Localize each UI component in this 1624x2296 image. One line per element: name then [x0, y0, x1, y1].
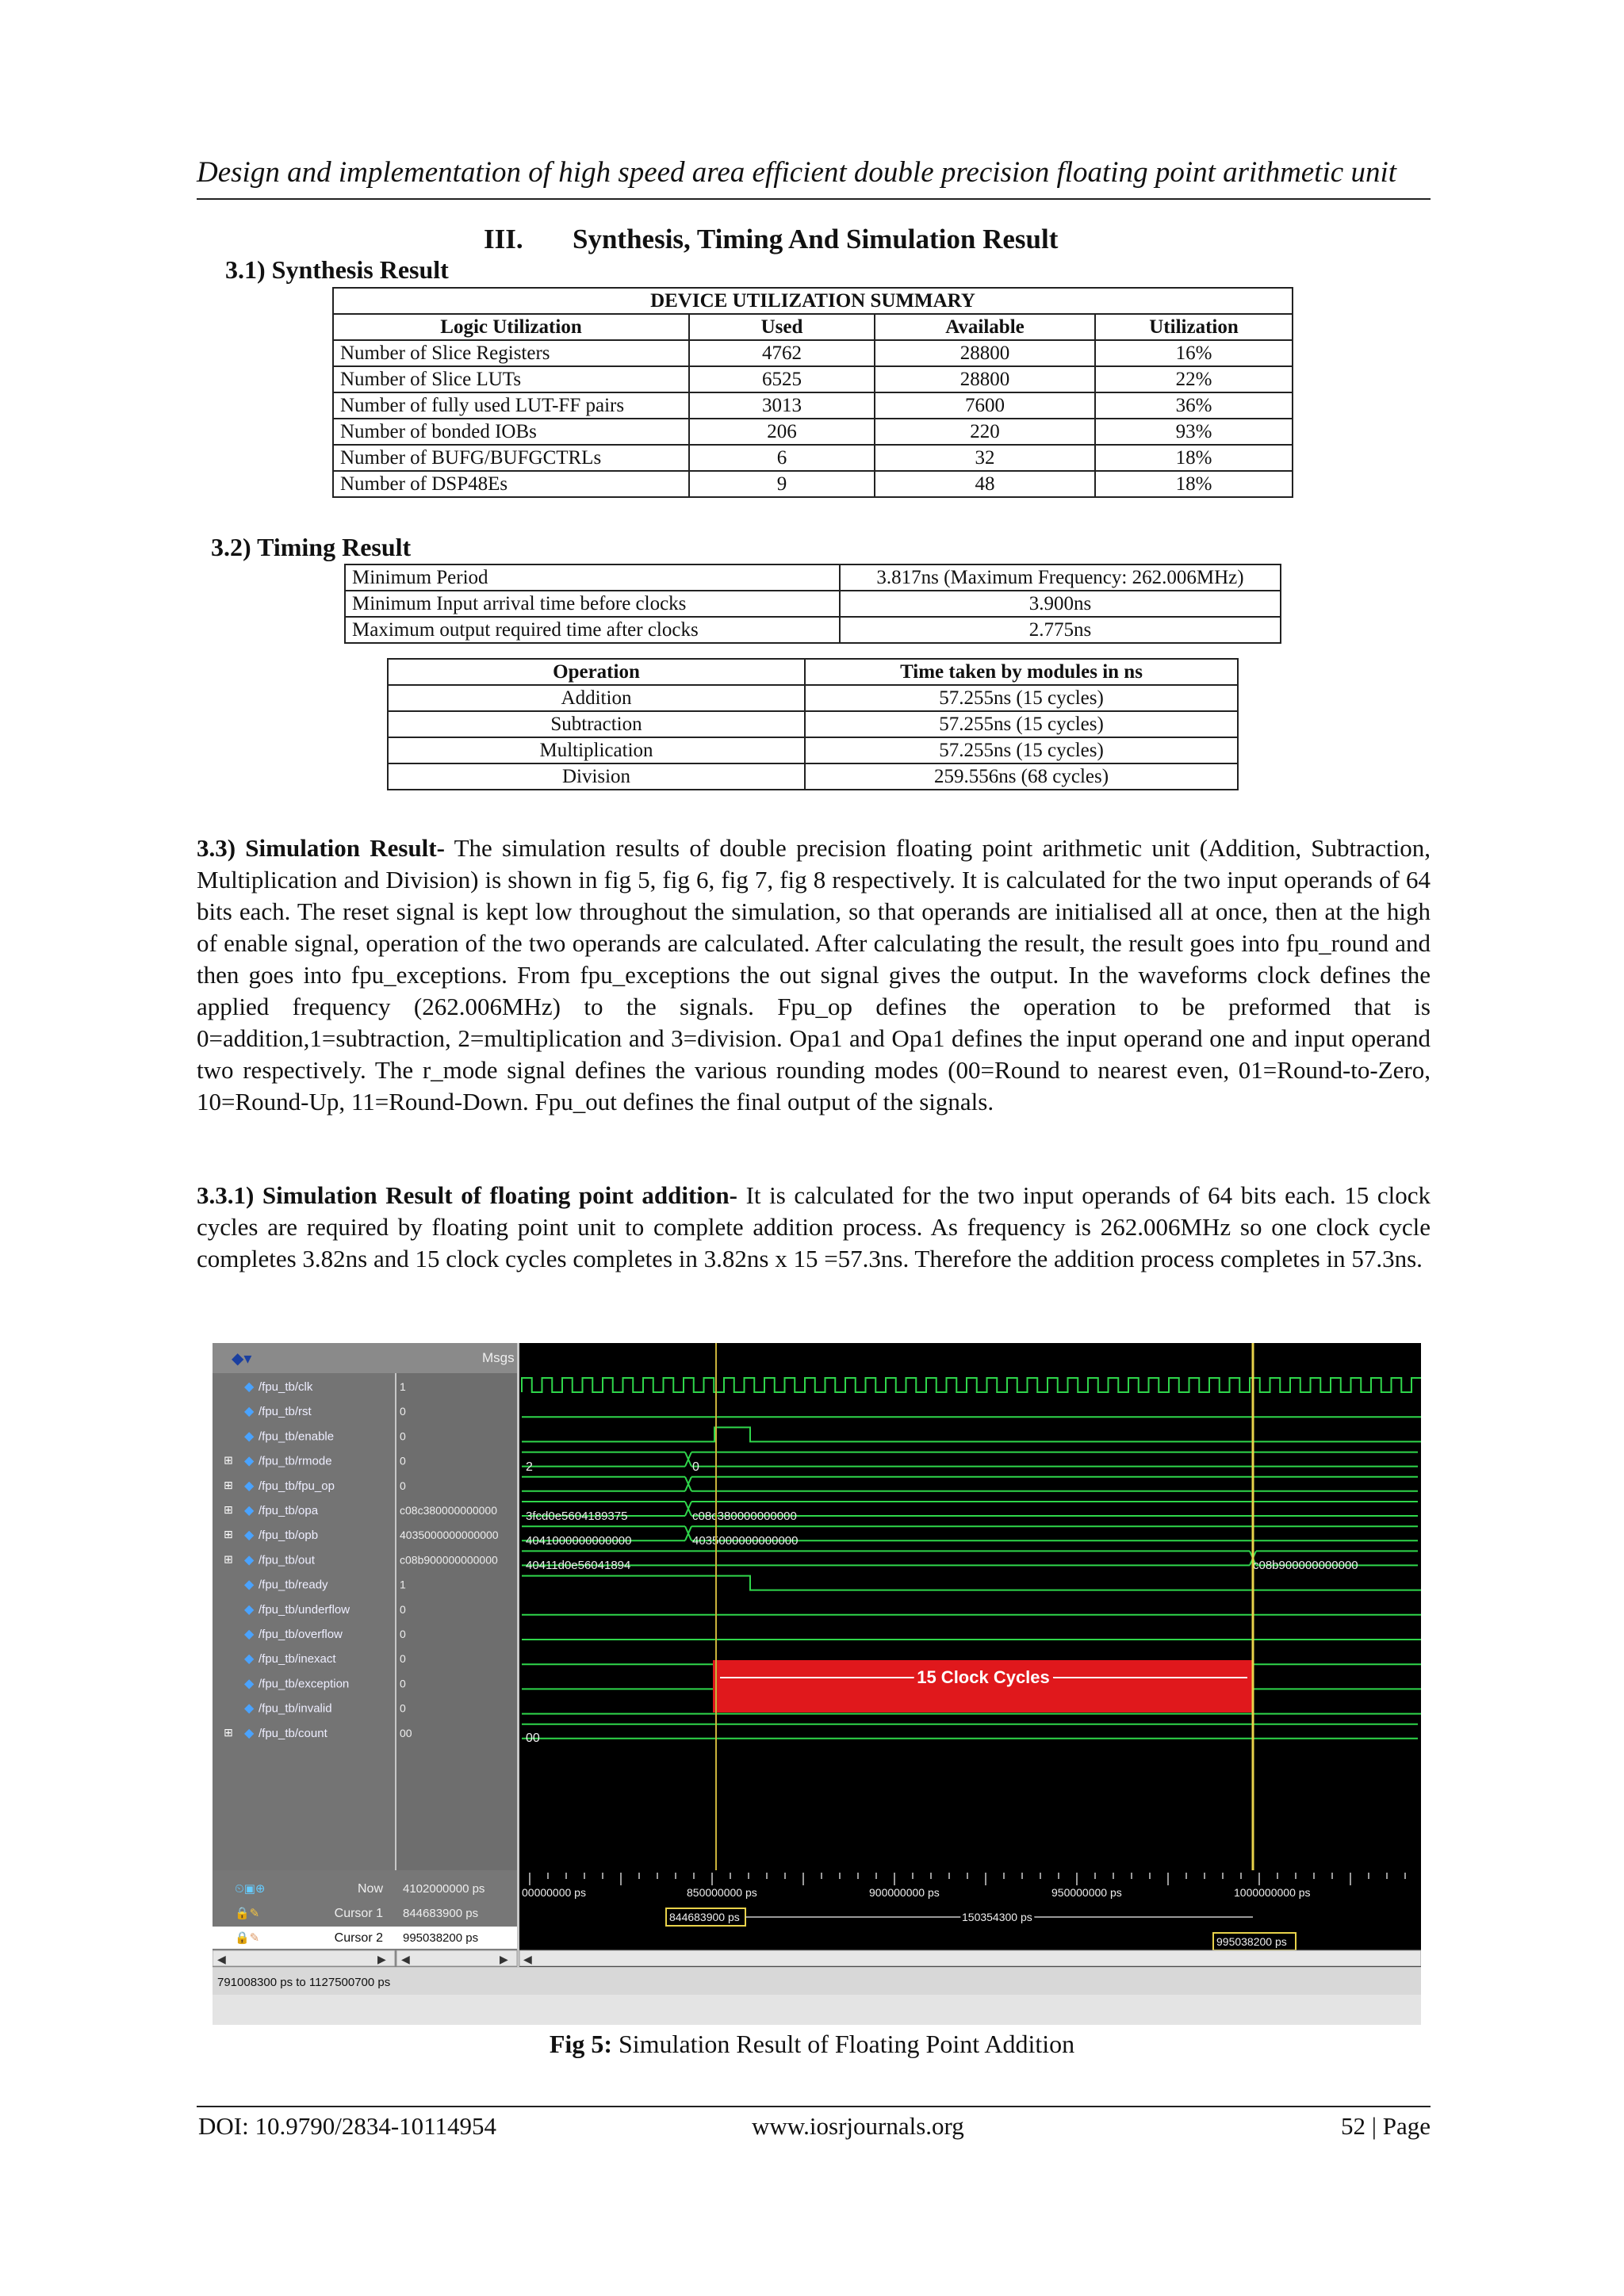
cell: 3.900ns: [840, 591, 1281, 617]
out-label-b: c08b900000000000: [1253, 1559, 1358, 1572]
cell: 28800: [875, 340, 1095, 366]
rmode-label-b: 0: [692, 1460, 699, 1474]
signal-value: 0: [400, 1454, 406, 1468]
cycle-annotation-label: 15 Clock Cycles: [917, 1667, 1050, 1687]
running-header: Design and implementation of high speed area efficient double precision floating point arithmetic unit: [197, 156, 1397, 189]
cell: 18%: [1095, 471, 1293, 497]
table-row: [333, 419, 1293, 445]
opb-label-b: 4035000000000000: [692, 1534, 799, 1548]
column-header: Logic Utilization: [333, 314, 689, 340]
column-header: Utilization: [1095, 314, 1293, 340]
cell: Division: [388, 763, 805, 790]
cell: Subtraction: [388, 711, 805, 737]
table-row: [345, 591, 1281, 617]
time-tick-label: 00000000 ps: [522, 1886, 586, 1899]
cell: 28800: [875, 366, 1095, 392]
cell: 57.255ns (15 cycles): [805, 685, 1238, 711]
column-header: Available: [875, 314, 1095, 340]
section-heading: [484, 224, 1058, 255]
signal-name[interactable]: /fpu_tb/rmode: [259, 1454, 332, 1468]
signal-value: c08c380000000000: [400, 1504, 498, 1517]
count-label: 00: [526, 1732, 540, 1745]
column-header: Operation: [388, 659, 805, 685]
cell: 206: [689, 419, 875, 445]
signal-icon: ◆: [244, 1380, 255, 1394]
cell: Number of BUFG/BUFGCTRLs: [333, 445, 689, 471]
signal-name[interactable]: /fpu_tb/opb: [259, 1529, 319, 1543]
opb-label-a: 4041000000000000: [526, 1534, 632, 1548]
signal-icon: ◆: [244, 1628, 255, 1641]
footer-doi: DOI: 10.9790/2834-10114954: [198, 2112, 496, 2140]
cell: 259.556ns (68 cycles): [805, 763, 1238, 790]
signal-icon: ◆: [244, 1677, 255, 1691]
cell: 3.817ns (Maximum Frequency: 262.006MHz): [840, 564, 1281, 591]
expand-toggle-icon[interactable]: ⊞: [224, 1478, 233, 1491]
signal-value: 0: [400, 1628, 406, 1640]
signal-icon: ◆: [244, 1726, 255, 1740]
section-number: III.: [484, 224, 523, 254]
simulation-paragraph: [197, 832, 1431, 1118]
cursor-tool-icon[interactable]: ◆▾: [232, 1350, 252, 1368]
cursor-2-lock-icon[interactable]: 🔒✎: [235, 1931, 260, 1945]
table-row: [333, 445, 1293, 471]
signal-value-pane: [396, 1343, 517, 1870]
signal-icon: ◆: [244, 1405, 255, 1419]
figure-caption: [0, 2030, 1624, 2059]
figure-caption-text: Simulation Result of Floating Point Addition: [618, 2030, 1075, 2058]
section-title: Synthesis, Timing And Simulation Result: [573, 224, 1059, 254]
signal-value: 0: [400, 1602, 406, 1616]
time-range-label: 791008300 ps to 1127500700 ps: [217, 1976, 391, 1989]
cell: Maximum output required time after clocks: [345, 617, 840, 643]
out-label-a: 40411d0e56041894: [526, 1559, 631, 1572]
cell: 22%: [1095, 366, 1293, 392]
now-label: Now: [357, 1882, 383, 1896]
signal-icon: ◆: [244, 1454, 255, 1468]
cell: 7600: [875, 392, 1095, 419]
signal-name[interactable]: /fpu_tb/clk: [259, 1380, 313, 1394]
signal-name[interactable]: /fpu_tb/fpu_op: [259, 1479, 335, 1493]
cell: 2.775ns: [840, 617, 1281, 643]
opa-label-b: c08c380000000000: [692, 1510, 797, 1523]
signal-icon: ◆: [244, 1602, 255, 1617]
cell: 16%: [1095, 340, 1293, 366]
scroll-left-icon[interactable]: ◀: [401, 1953, 410, 1965]
synthesis-heading: 3.1) Synthesis Result: [225, 255, 449, 284]
cell: 48: [875, 471, 1095, 497]
scroll-right-icon[interactable]: ▶: [500, 1953, 508, 1965]
signal-name[interactable]: /fpu_tb/inexact: [259, 1652, 336, 1667]
cell: 18%: [1095, 445, 1293, 471]
device-utilization-table: [332, 287, 1293, 498]
signal-name[interactable]: /fpu_tb/invalid: [259, 1701, 332, 1716]
cell: 93%: [1095, 419, 1293, 445]
signal-icon: ◆: [244, 1652, 255, 1667]
cell: Addition: [388, 685, 805, 711]
expand-toggle-icon[interactable]: ⊞: [224, 1552, 233, 1566]
addition-text: It is calculated for the two input operands of 64 bits each. 15 clock cycles are required by floating point unit to complete addition process. As frequency is 262.006MHz so one clock cycle completes 3.82ns and 15 clock cycles completes in 3.82ns x 15 =57.3ns. Therefore the addition process completes in 57.3ns.: [197, 1181, 1431, 1272]
cell: 36%: [1095, 392, 1293, 419]
cell: Multiplication: [388, 737, 805, 763]
signal-name[interactable]: /fpu_tb/exception: [259, 1677, 350, 1691]
cell: Number of fully used LUT-FF pairs: [333, 392, 689, 419]
column-header: Time taken by modules in ns: [805, 659, 1238, 685]
signal-name[interactable]: /fpu_tb/enable: [259, 1429, 335, 1444]
msgs-label: Msgs: [482, 1350, 515, 1365]
expand-toggle-icon[interactable]: ⊞: [224, 1528, 233, 1541]
timing-heading: 3.2) Timing Result: [211, 533, 412, 561]
cell: 32: [875, 445, 1095, 471]
table-row: [333, 471, 1293, 497]
signal-value: 0: [400, 1429, 406, 1443]
column-header: Used: [689, 314, 875, 340]
cursor-1-lock-icon[interactable]: 🔒✎: [235, 1907, 260, 1920]
wave-scrollbar[interactable]: [519, 1950, 1421, 1966]
signal-icon: ◆: [244, 1701, 255, 1716]
time-tick-label: 900000000 ps: [869, 1886, 940, 1899]
addition-lead: 3.3.1) Simulation Result of floating point addition-: [197, 1181, 737, 1209]
table-title: DEVICE UTILIZATION SUMMARY: [333, 288, 1293, 314]
table-row: [333, 392, 1293, 419]
signal-icon: ◆: [244, 1479, 255, 1493]
wave-pane: [519, 1343, 1421, 1870]
cell: Number of Slice Registers: [333, 340, 689, 366]
cell: 6525: [689, 366, 875, 392]
cell: 4762: [689, 340, 875, 366]
cell: 6: [689, 445, 875, 471]
cell: 9: [689, 471, 875, 497]
table-row: [388, 763, 1238, 790]
footer-page: 52 | Page: [1341, 2112, 1431, 2140]
simulation-lead: 3.3) Simulation Result-: [197, 834, 445, 862]
scroll-right-icon[interactable]: ▶: [377, 1953, 386, 1965]
signal-value: 1: [400, 1380, 406, 1393]
cursor-2-label: Cursor 2: [334, 1931, 383, 1945]
rmode-label-a: 2: [526, 1460, 533, 1474]
cursor-2-value: 995038200 ps: [403, 1931, 479, 1945]
figure-label: Fig 5:: [549, 2030, 612, 2058]
expand-toggle-icon[interactable]: ⊞: [224, 1503, 233, 1516]
signal-value: 0: [400, 1405, 406, 1418]
signal-value: 0: [400, 1479, 406, 1492]
signal-icon: ◆: [244, 1553, 255, 1567]
signal-value: 0: [400, 1701, 406, 1715]
time-tick-label: 1000000000 ps: [1234, 1886, 1311, 1899]
cursor-1-flag-label: 844683900 ps: [669, 1911, 740, 1923]
now-value: 4102000000 ps: [403, 1882, 485, 1896]
signal-value: 0: [400, 1652, 406, 1666]
opa-label-a: 3fcd0e5604189375: [526, 1510, 628, 1523]
signal-icon: ◆: [244, 1578, 255, 1592]
header-rule: [197, 198, 1431, 200]
cursor-delta-label: 150354300 ps: [962, 1911, 1032, 1923]
cell: 57.255ns (15 cycles): [805, 737, 1238, 763]
signal-icon: ◆: [244, 1429, 255, 1444]
cell: 3013: [689, 392, 875, 419]
signal-name[interactable]: /fpu_tb/underflow: [259, 1602, 350, 1617]
signal-value: 0: [400, 1677, 406, 1690]
table-row: [345, 564, 1281, 591]
scroll-left-icon[interactable]: ◀: [217, 1953, 226, 1965]
table-row: [333, 340, 1293, 366]
time-tick-label: 850000000 ps: [687, 1886, 757, 1899]
signal-value: 1: [400, 1578, 406, 1591]
scroll-left-icon[interactable]: ◀: [523, 1953, 532, 1965]
table-row: [388, 685, 1238, 711]
expand-toggle-icon[interactable]: ⊞: [224, 1725, 233, 1739]
signal-name[interactable]: /fpu_tb/rst: [259, 1405, 312, 1419]
cell: Number of bonded IOBs: [333, 419, 689, 445]
simulation-text: The simulation results of double precision floating point arithmetic unit (Addition, Subtraction, Multiplication and Division) is shown in fig 5, fig 6, fig 7, fig 8 respectively. It is calculated for the two input operands of 64 bits each. The reset signal is kept low throughout the simulation, so that operands are initialised all at once, then at the high of enable signal, operation of the two operands are calculated. After calculating the result, the result goes into fpu_round and then goes into fpu_exceptions. From fpu_exceptions the out signal gives the output. In the waveforms clock defines the applied frequency (262.006MHz) to the signals. Fpu_op defines the operation to be preformed that is 0=addition,1=subtraction, 2=multiplication and 3=division. Opa1 and Opa1 defines the input operand one and input operand two respectively. The r_mode signal defines the various rounding modes (00=Round to nearest even, 01=Round-to-Zero, 10=Round-Up, 11=Round-Down. Fpu_out defines the final output of the signals.: [197, 834, 1431, 1115]
cell: Minimum Period: [345, 564, 840, 591]
names-scrollbar[interactable]: [213, 1950, 395, 1966]
cursor-2-flag-label: 995038200 ps: [1216, 1935, 1287, 1948]
cell: 220: [875, 419, 1095, 445]
expand-toggle-icon[interactable]: ⊞: [224, 1453, 233, 1467]
signal-name[interactable]: /fpu_tb/opa: [259, 1504, 319, 1517]
time-tick-label: 950000000 ps: [1051, 1886, 1122, 1899]
waveform-figure: [213, 1343, 1421, 2025]
signal-icon: ◆: [244, 1504, 255, 1517]
signal-name[interactable]: /fpu_tb/overflow: [259, 1628, 343, 1641]
table-row: [388, 737, 1238, 763]
signal-icon: ◆: [244, 1529, 255, 1543]
footer-site[interactable]: www.iosrjournals.org: [752, 2112, 964, 2140]
signal-name[interactable]: /fpu_tb/count: [259, 1726, 327, 1740]
signal-name[interactable]: /fpu_tb/ready: [259, 1578, 328, 1592]
table-row: [345, 617, 1281, 643]
now-icon: ⏲▣⊕: [235, 1882, 266, 1896]
footer-rule: [197, 2106, 1431, 2107]
cursor-1-value: 844683900 ps: [403, 1907, 479, 1920]
timing-table: [344, 564, 1281, 644]
cell: 57.255ns (15 cycles): [805, 711, 1238, 737]
operation-time-table: [387, 658, 1239, 790]
cell: Minimum Input arrival time before clocks: [345, 591, 840, 617]
signal-value: 00: [400, 1726, 412, 1739]
table-row: [388, 711, 1238, 737]
addition-paragraph: [197, 1180, 1431, 1275]
cell: Number of Slice LUTs: [333, 366, 689, 392]
signal-value: 4035000000000000: [400, 1529, 499, 1542]
cell: Number of DSP48Es: [333, 471, 689, 497]
cursor-1-label: Cursor 1: [334, 1907, 383, 1920]
signal-value: c08b900000000000: [400, 1553, 498, 1567]
table-row: [333, 366, 1293, 392]
signal-name[interactable]: /fpu_tb/out: [259, 1553, 315, 1567]
